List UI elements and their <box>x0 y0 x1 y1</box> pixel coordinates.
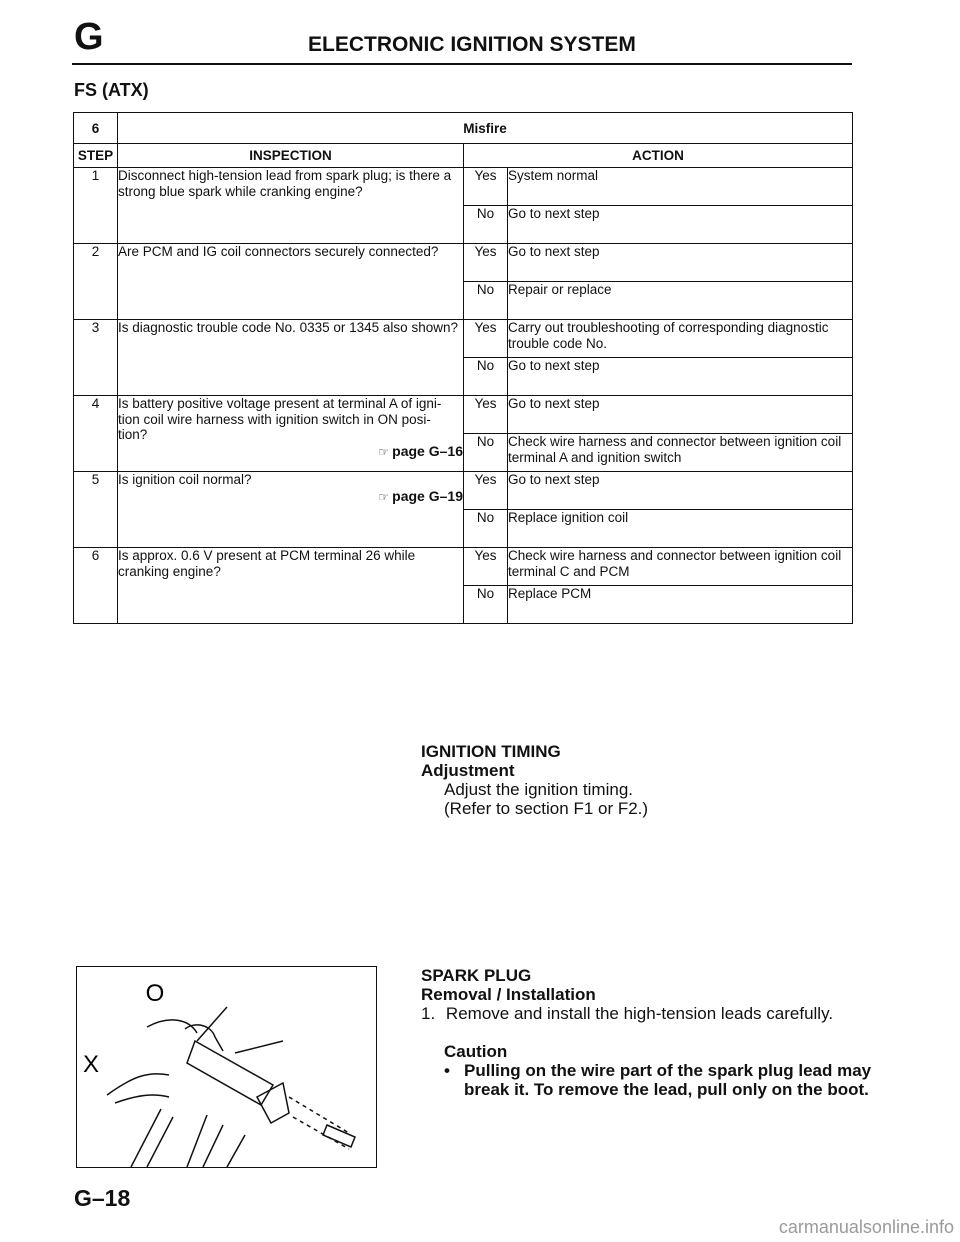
caution-text <box>421 1061 871 1099</box>
no-action: Go to next step <box>508 358 853 396</box>
yes-action: System normal <box>508 168 853 206</box>
step-number-cell: 3 <box>74 320 118 396</box>
table-row <box>74 244 853 282</box>
spark-plug-illustration <box>77 967 376 1167</box>
table-number: 6 <box>74 113 118 144</box>
no-action: Repair or replace <box>508 282 853 320</box>
watermark: carmanualsonline.info <box>778 1217 954 1237</box>
inspection-text: Disconnect high-tension lead from spark plug; is there a strong blue spark while cranking engine? <box>118 168 452 199</box>
action-header: ACTION <box>464 144 853 168</box>
step-number-cell: 5 <box>74 472 118 548</box>
caution-line2: break it. To remove the lead, pull only on the boot. <box>464 1080 869 1099</box>
table-row <box>74 320 853 358</box>
inspection-cell <box>118 244 464 320</box>
ignition-timing-section <box>421 742 648 818</box>
model-subtitle: FS (ATX) <box>74 80 149 100</box>
caution-label: Caution <box>444 1042 508 1061</box>
no-action: Go to next step <box>508 206 853 244</box>
no-label: No <box>464 586 508 624</box>
ignition-timing-heading: IGNITION TIMING <box>421 742 561 761</box>
ignition-timing-line1: Adjust the ignition timing. <box>444 780 633 799</box>
inspection-text: Are PCM and IG coil connectors securely connected? <box>118 244 439 259</box>
yes-action: Carry out troubleshooting of corresponding diagnostic trouble code No. <box>508 320 853 358</box>
no-label: No <box>464 282 508 320</box>
spark-plug-step <box>421 1004 871 1023</box>
inspection-cell <box>118 320 464 396</box>
step-number-cell: 1 <box>74 168 118 244</box>
step-number-cell: 2 <box>74 244 118 320</box>
yes-label: Yes <box>464 472 508 510</box>
page-reference <box>118 443 463 460</box>
no-action: Replace ignition coil <box>508 510 853 548</box>
step-text: Remove and install the high-tension leads carefully. <box>445 1004 834 1023</box>
spark-plug-section <box>421 966 871 1099</box>
inspection-text: Is ignition coil normal? <box>118 472 252 487</box>
table-row <box>74 396 853 434</box>
correct-mark: O <box>145 980 165 1007</box>
inspection-cell <box>118 472 464 548</box>
step-number-cell: 6 <box>74 548 118 624</box>
diagnosis-table <box>73 112 853 624</box>
ignition-timing-subheading: Adjustment <box>421 761 515 780</box>
step-number: 1. <box>421 1004 436 1023</box>
spark-plug-subheading: Removal / Installation <box>421 985 596 1004</box>
symptom-title: Misfire <box>118 113 853 144</box>
yes-action: Go to next step <box>508 244 853 282</box>
inspection-cell <box>118 396 464 472</box>
no-label: No <box>464 434 508 472</box>
table-row <box>74 168 853 206</box>
step-header: STEP <box>74 144 118 168</box>
inspection-text: Is diagnostic trouble code No. 0335 or 1345 also shown? <box>118 320 458 335</box>
page-reference <box>118 488 463 505</box>
no-label: No <box>464 358 508 396</box>
yes-action: Check wire harness and connector between ignition coil terminal C and PCM <box>508 548 853 586</box>
no-label: No <box>464 510 508 548</box>
incorrect-mark: X <box>82 1051 100 1078</box>
pointing-hand-icon: ☞ <box>378 489 389 504</box>
section-letter: G <box>74 16 104 58</box>
table-row <box>74 548 853 586</box>
inspection-text: Is battery positive voltage present at terminal A of igni- tion coil wire harness with ignition switch in ON posi- tion? <box>118 396 442 443</box>
caution-line1: Pulling on the wire part of the spark plug lead may <box>464 1061 872 1080</box>
yes-label: Yes <box>464 548 508 586</box>
no-label: No <box>464 206 508 244</box>
yes-label: Yes <box>464 244 508 282</box>
inspection-cell <box>118 168 464 244</box>
page-reference-text: page G–16 <box>392 442 463 459</box>
no-action: Replace PCM <box>508 586 853 624</box>
inspection-cell <box>118 548 464 624</box>
yes-action: Go to next step <box>508 396 853 434</box>
header-divider <box>72 63 852 65</box>
step-number-cell: 4 <box>74 396 118 472</box>
inspection-text: Is approx. 0.6 V present at PCM terminal 26 while cranking engine? <box>118 548 416 579</box>
bullet-icon: • <box>444 1061 450 1080</box>
yes-action: Go to next step <box>508 472 853 510</box>
page-title: ELECTRONIC IGNITION SYSTEM <box>308 33 636 56</box>
yes-label: Yes <box>464 396 508 434</box>
page-reference-text: page G–19 <box>392 487 463 504</box>
spark-plug-heading: SPARK PLUG <box>421 966 532 985</box>
ignition-timing-line2: (Refer to section F1 or F2.) <box>444 799 649 818</box>
pointing-hand-icon: ☞ <box>378 444 389 459</box>
yes-label: Yes <box>464 320 508 358</box>
page-number: G–18 <box>74 1185 131 1211</box>
spark-plug-figure <box>76 966 377 1168</box>
no-action: Check wire harness and connector between ignition coil terminal A and ignition switch <box>508 434 853 472</box>
yes-label: Yes <box>464 168 508 206</box>
inspection-header: INSPECTION <box>118 144 464 168</box>
table-row <box>74 472 853 510</box>
